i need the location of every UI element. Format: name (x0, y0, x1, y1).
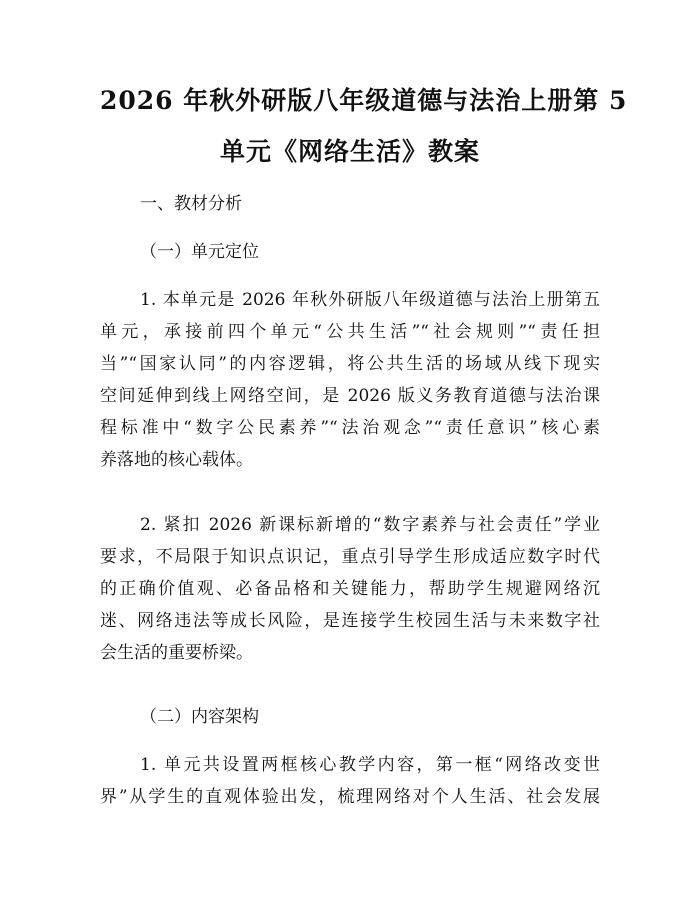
paragraph-3-line-2: 界”从学生的直观体验出发，梳理网络对个人生活、社会发展 (100, 787, 600, 807)
paragraph-2-line-3: 的正确价值观、必备品格和关键能力，帮助学生规避网络沉 (100, 579, 600, 599)
section-heading-textbook-analysis: 一、教材分析 (140, 194, 242, 214)
paragraph-2-line-5: 会生活的重要桥梁。 (100, 643, 253, 663)
paragraph-1-line-1: 1. 本单元是 2026 年秋外研版八年级道德与法治上册第五 (140, 290, 600, 310)
paragraph-2-line-4: 迷、网络违法等成长风险，是连接学生校园生活与未来数字社 (100, 611, 600, 631)
paragraph-1-line-6: 养落地的核心载体。 (100, 450, 253, 470)
paragraph-1-line-4: 空间延伸到线上网络空间，是 2026 版义务教育道德与法治课 (100, 386, 600, 406)
paragraph-2-line-1: 2. 紧扣 2026 新课标新增的“数字素养与社会责任”学业 (140, 515, 600, 535)
paragraph-1-line-2: 单元，承接前四个单元“公共生活”“社会规则”“责任担 (100, 322, 600, 342)
paragraph-1-line-5: 程标准中“数字公民素养”“法治观念”“责任意识”核心素 (100, 418, 600, 438)
document-title-line-2: 单元《网络生活》教案 (219, 137, 480, 166)
subsection-heading-content-structure: （二）内容架构 (140, 707, 259, 727)
paragraph-1-line-3: 当”“国家认同”的内容逻辑，将公共生活的场域从线下现实 (100, 354, 600, 374)
paragraph-3-line-1: 1. 单元共设置两框核心教学内容，第一框“网络改变世 (140, 755, 600, 775)
paragraph-2-line-2: 要求，不局限于知识点识记，重点引导学生形成适应数字时代 (100, 547, 600, 567)
document-title-line-1: 2026 年秋外研版八年级道德与法治上册第 5 (100, 86, 628, 115)
subsection-heading-unit-positioning: （一）单元定位 (140, 242, 259, 262)
